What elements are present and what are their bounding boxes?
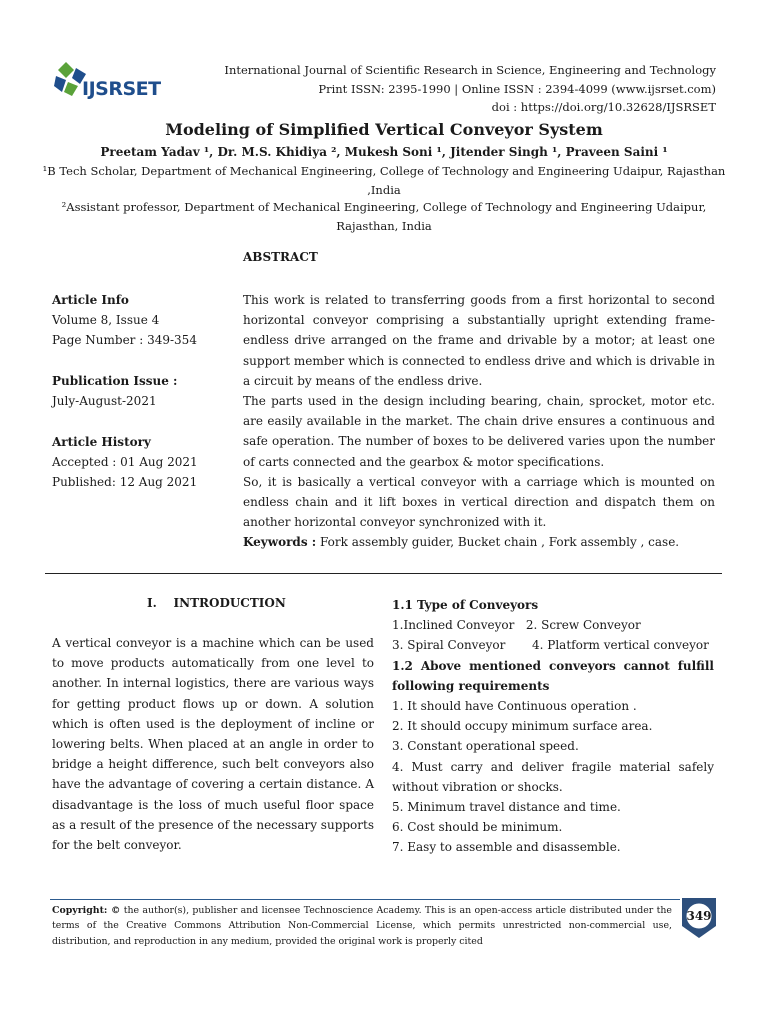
requirements-heading: 1.2 Above mentioned conveyors cannot fulfill following requirements xyxy=(392,658,714,693)
journal-info xyxy=(224,61,716,117)
abstract-heading: ABSTRACT xyxy=(243,250,318,264)
journal-doi[interactable]: doi : https://doi.org/10.32628/IJSRSET xyxy=(491,100,716,114)
abstract-paragraph: This work is related to transferring goods from a first horizontal to second horizontal conveyor comprising a substantially upright extending frame-endless drive arranged on the frame and drivable by a motor; at least one support member which is connected to endless drive and which is drivable in a circuit by means of the endless drive. xyxy=(243,293,715,388)
requirement-item: 2. It should occupy minimum surface area. xyxy=(392,719,653,734)
introduction-text: A vertical conveyor is a machine which can be used to move products automatically from one level to another. In internal logistics, there are various ways for getting product flows up or down. A solution which is often used is the deployment of incline or lowering belts. When placed at an angle in order to bridge a height difference, such belt conveyors also have the advantage of covering a certain distance. A disadvantage is the loss of much useful floor space as a result of the presence of the necessary supports for the belt conveyor. xyxy=(52,636,374,853)
types-line: 3. Spiral Conveyor 4. Platform vertical conveyor xyxy=(392,638,709,653)
published-date: Published: 12 Aug 2021 xyxy=(52,475,198,490)
types-heading: 1.1 Type of Conveyors xyxy=(392,598,539,612)
paper-authors: Preetam Yadav ¹, Dr. M.S. Khidiya ², Mukesh Soni ¹, Jitender Singh ¹, Praveen Saini ¹ xyxy=(100,145,668,159)
article-info-heading: Article Info xyxy=(52,293,129,307)
article-history-heading: Article History xyxy=(52,435,151,449)
copyright-text: the author(s), publisher and licensee Technoscience Academy. This is an open-access article distributed under the terms of the Creative Commons Attribution Non-Commercial License, which permits unrestricted non-commercial use, distribution, and reproduction in any medium, provided the original work is properly cited xyxy=(52,905,672,947)
copyright-label: Copyright: © xyxy=(52,905,121,916)
requirement-item: 6. Cost should be minimum. xyxy=(392,820,563,835)
requirement-item: 3. Constant operational speed. xyxy=(392,739,579,754)
requirement-item: 5. Minimum travel distance and time. xyxy=(392,800,621,815)
requirement-item: 7. Easy to assemble and disassemble. xyxy=(392,840,621,855)
paper-title: Modeling of Simplified Vertical Conveyor System xyxy=(165,120,603,139)
keywords-text: Fork assembly guider, Bucket chain , Fork assembly , case. xyxy=(316,535,680,550)
conveyor-types xyxy=(392,595,714,858)
publication-issue-heading: Publication Issue : xyxy=(52,374,178,388)
abstract-paragraph: So, it is basically a vertical conveyor with a carriage which is mounted on endless chain and it lift boxes in vertical direction and dispatch them on another horizontal conveyor synchronized with it. xyxy=(243,474,715,530)
keywords xyxy=(243,532,715,552)
volume: Volume 8, Issue 4 xyxy=(52,313,160,328)
page-number: 349 xyxy=(686,909,712,923)
page-number: Page Number : 349-354 xyxy=(52,333,197,348)
introduction-heading: I. INTRODUCTION xyxy=(147,596,286,610)
types-line: 1.Inclined Conveyor 2. Screw Conveyor xyxy=(392,618,641,633)
keywords-label: Keywords : xyxy=(243,535,317,550)
page-number-badge xyxy=(680,896,718,940)
copyright-notice xyxy=(52,903,672,949)
journal-issn: Print ISSN: 2395-1990 | Online ISSN : 2394-4099 (www.ijsrset.com) xyxy=(318,81,716,96)
publication-issue xyxy=(52,371,177,411)
section-divider xyxy=(45,573,722,574)
logo-text: IJSRSET xyxy=(82,78,161,100)
accepted-date: Accepted : 01 Aug 2021 xyxy=(52,455,198,470)
requirement-item: 4. Must carry and deliver fragile material safely without vibration or shocks. xyxy=(392,759,714,794)
footer-divider xyxy=(50,899,680,900)
journal-logo xyxy=(52,60,177,102)
publication-issue-value: July-August-2021 xyxy=(52,394,157,409)
article-history xyxy=(52,432,198,493)
abstract-paragraph: The parts used in the design including bearing, chain, sprocket, motor etc. are easily available in the market. The chain drive ensures a continuous and safe operation. The number of boxes to be delivered varies upon the number of carts connected and the gearbox & motor specifications. xyxy=(243,394,715,469)
requirement-item: 1. It should have Continuous operation . xyxy=(392,699,637,714)
affiliation-2: ²Assistant professor, Department of Mechanical Engineering, College of Technology and Engineering Udaipur, Rajasthan, India xyxy=(61,200,707,233)
article-info xyxy=(52,290,197,351)
journal-name: International Journal of Scientific Research in Science, Engineering and Technology xyxy=(224,63,716,77)
affiliation-1: ¹B Tech Scholar, Department of Mechanical Engineering, College of Technology and Engineering Udaipur, Rajasthan ,India xyxy=(42,164,726,197)
abstract-body xyxy=(243,290,715,553)
